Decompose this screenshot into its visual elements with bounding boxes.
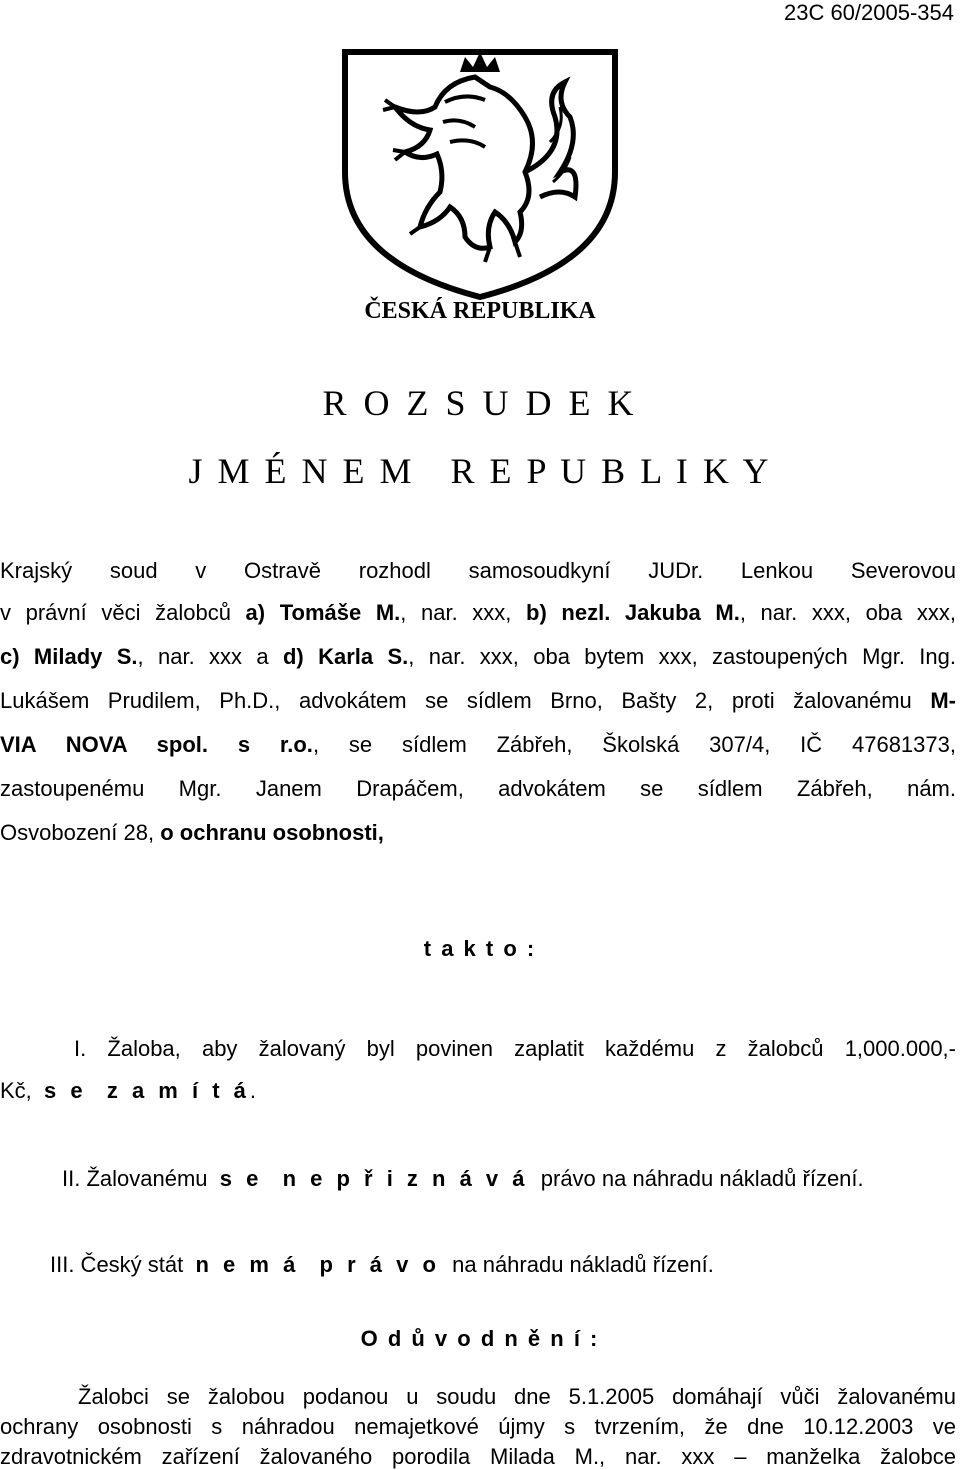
defendant-name: M- — [930, 688, 956, 713]
intro-text: v právní věci žalobců — [0, 600, 246, 625]
reasoning-heading: O d ů v o d n ě n í : — [360, 1326, 600, 1351]
verdict-item-2 — [62, 1166, 864, 1192]
intro-line — [0, 732, 956, 758]
plaintiff-b: b) nezl. Jakuba M. — [526, 600, 740, 625]
intro-text: , se sídlem Zábřeh, Školská 307/4, IČ 47681373, — [312, 732, 956, 757]
document-title: R O Z S U D E K — [322, 383, 638, 423]
defendant-name: VIA NOVA spol. s r.o. — [0, 732, 313, 757]
intro-line: Krajský soud v Ostravě rozhodl samosoudkyní JUDr. Lenkou Severovou — [0, 558, 956, 583]
plaintiff-d: d) Karla S. — [282, 644, 409, 669]
verdict-item-3 — [50, 1252, 714, 1278]
verdict-item-1: I. Žaloba, aby žalovaný byl povinen zaplatit každému z žalobců 1,000.000,- — [74, 1036, 956, 1061]
coat-of-arms-emblem — [325, 22, 635, 302]
document-subtitle — [0, 450, 960, 492]
intro-line — [0, 820, 384, 846]
country-name: ČESKÁ REPUBLIKA — [364, 298, 596, 324]
intro-line — [0, 644, 956, 670]
verdict-text: III. Český stát — [50, 1252, 190, 1277]
verdict-text: právo na náhradu nákladů řízení. — [534, 1166, 864, 1191]
reasoning-line: Žalobci se žalobou podanou u soudu dne 5.1.2005 domáhají vůči žalovanému — [78, 1384, 956, 1409]
verdict-text: na náhradu nákladů řízení. — [446, 1252, 714, 1277]
verdict-text: Kč, — [0, 1078, 38, 1103]
intro-text: Osvobození 28, — [0, 820, 161, 845]
plaintiff-c: c) Milady S. — [0, 644, 138, 669]
intro-text: , nar. xxx a — [137, 644, 283, 669]
case-subject: o ochranu osobnosti, — [160, 820, 384, 845]
verdict-text: II. Žalovanému — [62, 1166, 214, 1191]
intro-text: , nar. xxx, — [400, 600, 527, 625]
takto-heading: t a k t o : — [423, 936, 537, 961]
verdict-not-granted: s e n e p ř i z n á v á — [219, 1166, 529, 1191]
verdict-item-1-cont — [0, 1078, 256, 1104]
reasoning-line: zdravotnickém zařízení žalovaného porodila Milada M., nar. xxx – manželka žalobce — [0, 1444, 956, 1469]
verdict-text: . — [249, 1078, 256, 1103]
verdict-no-right: n e m á p r á v o — [195, 1252, 440, 1277]
reasoning-line: ochrany osobnosti s náhradou nemajetkové újmy s tvrzením, že dne 10.12.2003 ve — [0, 1414, 956, 1439]
intro-line — [0, 600, 956, 626]
intro-line — [0, 688, 956, 714]
verdict-dismissed: s e z a m í t á — [44, 1078, 250, 1103]
plaintiff-a: a) Tomáše M. — [245, 600, 401, 625]
document-subtitle-text: J M É N E M R E P U B L I K Y — [188, 451, 772, 491]
intro-text: , nar. xxx, oba xxx, — [739, 600, 956, 625]
intro-text: , nar. xxx, oba bytem xxx, zastoupených Mgr. Ing. — [408, 644, 956, 669]
case-number: 23C 60/2005-354 — [783, 0, 954, 25]
intro-text: Lukášem Prudilem, Ph.D., advokátem se sídlem Brno, Bašty 2, proti žalovanému — [0, 688, 931, 713]
intro-line: zastoupenému Mgr. Janem Drapáčem, advokátem se sídlem Zábřeh, nám. — [0, 776, 956, 801]
